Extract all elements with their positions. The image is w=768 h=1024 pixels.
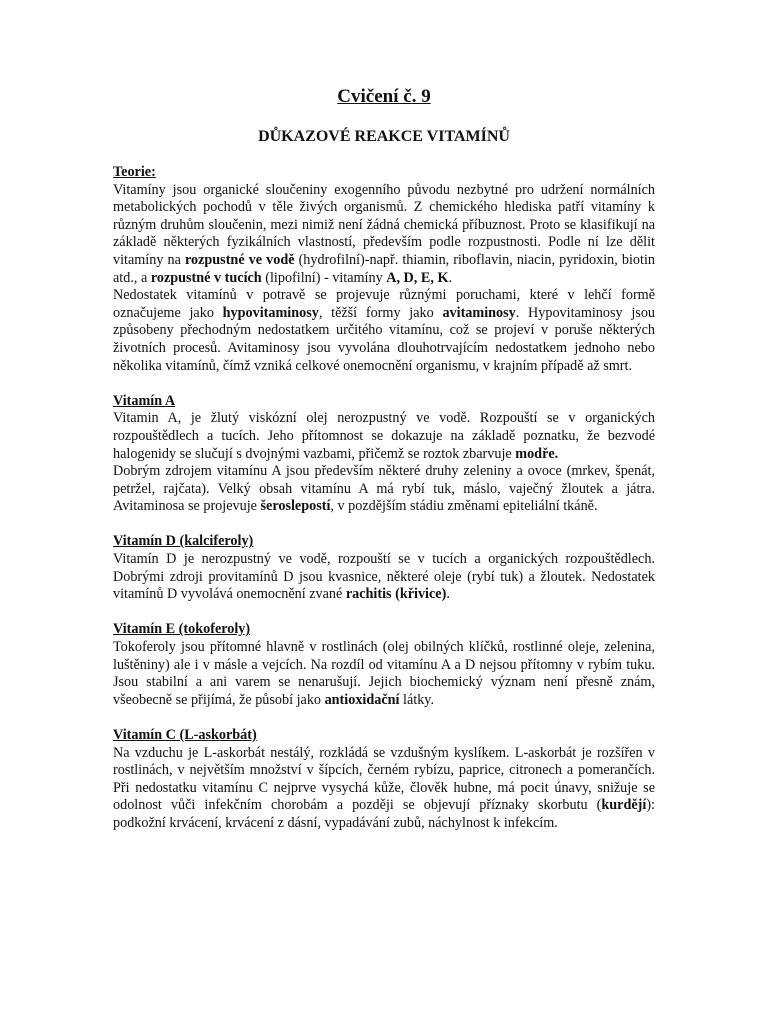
section-heading-teorie: Teorie: <box>113 164 156 180</box>
section-heading-vitamin-e: Vitamín E (tokoferoly) <box>113 621 251 638</box>
section-vitamin-e <box>113 621 655 709</box>
text-run: ): podkožní krvácení, krvácení z dásní, vypadávání zubů, náchylnost k infekcím. <box>113 797 655 831</box>
bold-term: A, D, E, K <box>386 269 449 286</box>
text-run: Vitamin A, je žlutý viskózní olej nerozpustný ve vodě. Rozpouští se v organických rozpouštědlech a tucích. Jeho přítomnost se dokazuje na základě poznatku, že bezvodé halogenidy se slučují s dvojnými vazbami, přičemž se roztok zbarvuje <box>113 410 655 462</box>
bold-term: avitaminosy <box>442 304 516 321</box>
bold-term: modře. <box>515 445 559 462</box>
page-title: Cvičení č. 9 <box>337 86 431 107</box>
vitamin-d-paragraph-1 <box>113 551 655 604</box>
section-vitamin-d <box>113 533 655 603</box>
section-vitamin-a <box>113 393 655 516</box>
text-run: . <box>446 586 450 603</box>
section-heading-vitamin-a: Vitamín A <box>113 392 176 409</box>
bold-term: šeroslepostí <box>260 498 331 515</box>
vitamin-a-paragraph-1 <box>113 410 655 463</box>
page-subtitle: DŮKAZOVÉ REAKCE VITAMÍNŮ <box>258 128 510 145</box>
section-vitamin-c <box>113 727 655 833</box>
text-run: látky. <box>399 691 435 708</box>
bold-term: kurdějí <box>601 797 647 814</box>
section-heading-vitamin-d: Vitamín D (kalciferoly) <box>113 533 254 550</box>
text-run: Vitamín D je nerozpustný ve vodě, rozpouští se v tucích a organických rozpouštědlech. Dobrými zdroji provitamínů D jsou kvasnice, některé oleje (rybí tuk) a žloutek. Nedostatek vitamínů D vyvolává onemocnění zvané <box>113 551 655 603</box>
bold-term: hypovitaminosy <box>222 304 319 321</box>
bold-term: rozpustné v tucích <box>150 269 262 286</box>
section-teorie <box>113 164 655 375</box>
bold-term: rozpustné ve vodě <box>184 251 295 268</box>
text-run: Nedostatek vitamínů v potravě se projevuje různými poruchami, které v lehčí formě označujeme jako <box>113 287 655 321</box>
section-heading-vitamin-c: Vitamín C (L-askorbát) <box>113 727 257 743</box>
bold-term: antioxidační <box>324 691 400 708</box>
teorie-paragraph-2 <box>113 287 655 375</box>
text-run: Vitamíny jsou organické sloučeniny exogenního původu nezbytné pro udržení normálních metabolických pochodů v těle živých organismů. Z chemického hlediska patří vitamíny k různým druhům sloučenin, mezi nimiž není žádná chemická příbuznost. Proto se klasifikují na základě některých fyzikálních vlastností, především podle rozpustnosti. Podle ní lze dělit vitamíny na <box>113 181 655 268</box>
teorie-paragraph-1 <box>113 182 655 288</box>
text-run: (lipofilní) - vitamíny <box>261 269 387 286</box>
text-run: , v pozdějším stádiu změnami epiteliální tkáně. <box>330 498 598 515</box>
text-run: Na vzduchu je L-askorbát nestálý, rozkládá se vzdušným kyslíkem. L-askorbát je rozšířen v rostlinách, v největším množství v šípcích, černém rybízu, paprice, citronech a pomerančích. Při nedostatku vitamínu C nejprve vysychá kůže, člověk hubne, má pocit únavy, snižuje se odolnost vůči infekčním chorobám a později se objevují příznaky skorbutu ( <box>113 744 655 814</box>
text-run: Tokoferoly jsou přítomné hlavně v rostlinách (olej obilných klíčků, rostlinné oleje, zelenina, luštěniny) ale i v másle a vejcích. Na rozdíl od vitamínu A a D nejsou přítomny v rybím tuku. Jsou stabilní a ani varem se nenarušují. Jejich biochemický význam není přesně znám, všeobecně se přijímá, že působí jako <box>113 639 655 708</box>
text-run: Dobrým zdrojem vitamínu A jsou především některé druhy zeleniny a ovoce (mrkev, špenát, petržel, rajčata). Velký obsah vitamínu A má rybí tuk, máslo, vaječný žloutek a játra. Avitaminosa se projevuje <box>113 463 655 515</box>
text-run: . Hypovitaminosy jsou způsobeny přechodným nedostatkem určitého vitamínu, což se projeví v poruše některých životních procesů. Avitaminosy jsou vyvolána dlouhotrvajícím nedostatkem jednoho nebo několika vitamínů, čímž vzniká celkové onemocnění organismu, v krajním případě až smrt. <box>113 304 656 374</box>
document-body <box>113 164 655 850</box>
vitamin-e-paragraph-1 <box>113 639 655 709</box>
text-run: . <box>448 269 453 286</box>
vitamin-a-paragraph-2 <box>113 463 655 516</box>
vitamin-c-paragraph-1 <box>113 745 655 833</box>
text-run: , těžší formy jako <box>318 304 443 321</box>
text-run: (hydrofilní)-např. thiamin, riboflavin, niacin, pyridoxin, biotin atd., a <box>113 251 655 286</box>
bold-term: rachitis (křivice) <box>345 586 447 603</box>
